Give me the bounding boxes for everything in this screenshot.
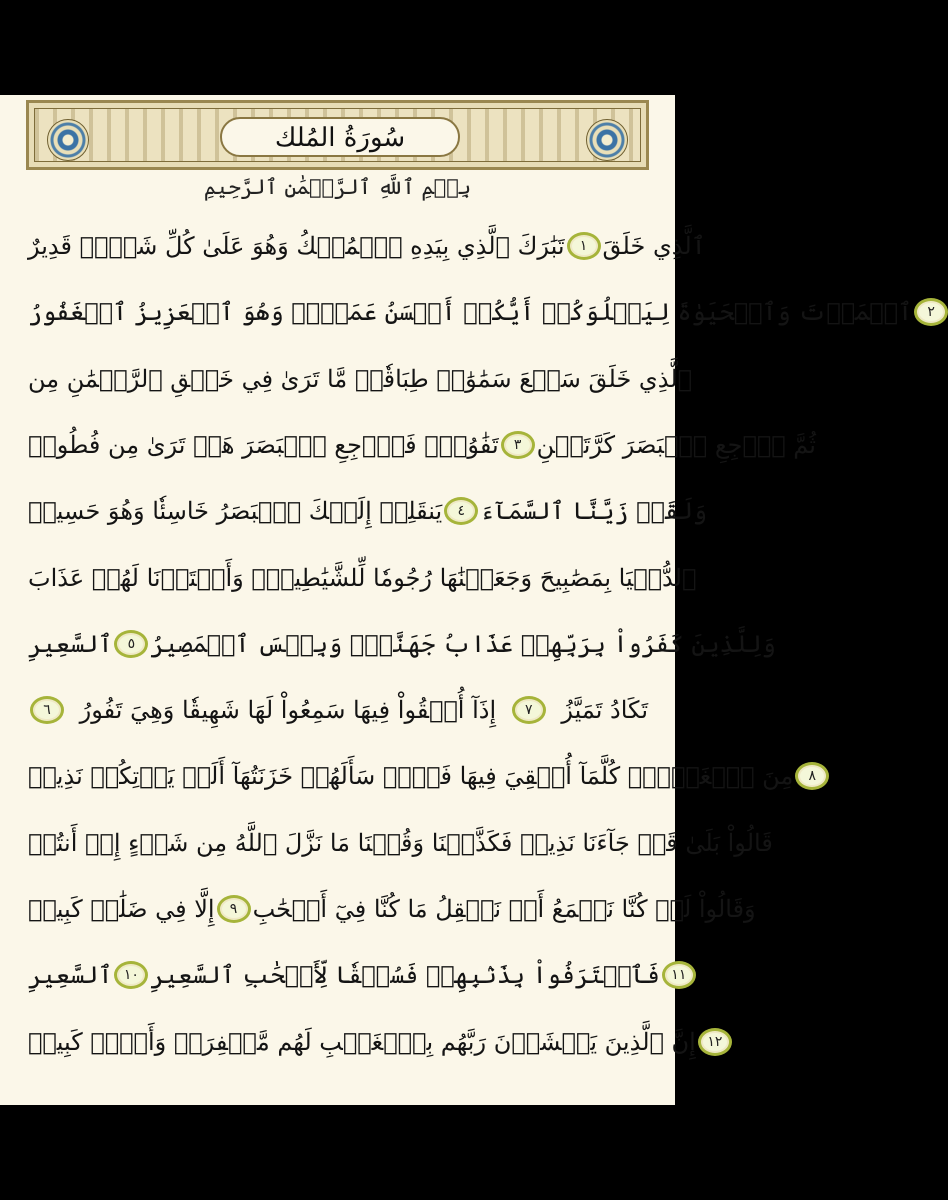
- ayah-number-marker: ٤: [444, 497, 478, 525]
- verse-text: وَلِلَّذِينَ كَفَرُواْ بِرَبِّهِمۡ عَذَابُ جَهَنَّمَۖ وَبِئۡسَ ٱلۡمَصِيرُ: [150, 629, 776, 658]
- ayah-number-marker: ١٢: [698, 1028, 732, 1056]
- mushaf-page: [0, 95, 935, 1105]
- verse-line: [28, 351, 693, 407]
- ornament-band: [34, 108, 641, 162]
- medallion-right-icon: [586, 119, 628, 161]
- verse-line: [28, 748, 817, 804]
- verse-text: ٱلَّذِي خَلَقَ: [602, 232, 706, 260]
- verse-text: ٱلَّذِي خَلَقَ سَبۡعَ سَمَٰوَٰتٖ طِبَاقٗاۖ مَّا تَرَىٰ فِي خَلۡقِ ٱلرَّحۡمَٰنِ مِن: [28, 364, 693, 393]
- verse-line: [28, 483, 708, 539]
- ayah-number-marker: ٣: [501, 431, 535, 459]
- verse-line: [28, 881, 756, 937]
- surah-title: سُورَةُ المُلك: [274, 123, 406, 153]
- verse-line: [28, 682, 648, 738]
- verse-text: تَفَٰوُتٖۖ فَٱرۡجِعِ ٱلۡبَصَرَ هَلۡ تَرَىٰ مِن فُطُورٖ: [28, 430, 499, 459]
- verse-line: [28, 616, 776, 672]
- verse-line: [28, 417, 816, 473]
- verse-line: [28, 284, 935, 340]
- ayah-number-marker: ٧: [512, 696, 546, 724]
- ayah-number-marker: ٢: [914, 298, 948, 326]
- verse-text: ثُمَّ ٱرۡجِعِ ٱلۡبَصَرَ كَرَّتَيۡنِ: [536, 430, 816, 459]
- title-cartouche: [220, 117, 460, 157]
- verse-text: إِنَّ ٱلَّذِينَ يَخۡشَوۡنَ رَبَّهُم بِٱلۡغَيۡبِ لَهُم مَّغۡفِرَةٞ وَأَجۡرٞ كَبِيرٞ: [28, 1027, 696, 1056]
- verse-text: وَقَالُواْ لَوۡ كُنَّا نَسۡمَعُ أَوۡ نَعۡقِلُ مَا كُنَّا فِيٓ أَصۡحَٰبِ: [252, 895, 756, 923]
- verse-line: [28, 1014, 723, 1070]
- verse-text: إِلَّا فِي ضَلَٰلٖ كَبِيرٖ: [28, 895, 215, 923]
- verse-text: يَنقَلِبۡ إِلَيۡكَ ٱلۡبَصَرُ خَاسِئٗا وَهُوَ حَسِيرٞ: [28, 497, 443, 526]
- medallion-left-icon: [47, 119, 89, 161]
- verse-text: تَكَادُ تَمَيَّزُ: [561, 696, 648, 725]
- verse-line: [28, 947, 687, 1003]
- ayah-number-marker: ١٠: [114, 961, 148, 989]
- verse-text: وَلَقَدۡ زَيَّنَّا ٱلسَّمَآءَ: [480, 497, 708, 526]
- ayah-number-marker: ٥: [114, 630, 148, 658]
- ayah-number-marker: ١: [567, 232, 601, 260]
- verse-text: ٱلسَّعِيرِ: [28, 961, 113, 990]
- verse-line: [28, 815, 773, 871]
- verse-text: إِذَآ أُلۡقُواْ فِيهَا سَمِعُواْ لَهَا شَهِيقٗا وَهِيَ تَفُورُ: [79, 696, 497, 725]
- basmala: بِسۡمِ ٱللَّهِ ٱلرَّحۡمَٰنِ ٱلرَّحِيمِ: [203, 175, 472, 199]
- surah-header-ornament: [26, 100, 649, 170]
- ayah-number-marker: ٦: [30, 696, 64, 724]
- verse-text: تَبَٰرَكَ ٱلَّذِي بِيَدِهِ ٱلۡمُلۡكُ وَهُوَ عَلَىٰ كُلِّ شَيۡءٖ قَدِيرٌ: [28, 232, 565, 260]
- verse-line: [28, 218, 706, 274]
- verse-text: قَالُواْ بَلَىٰ قَدۡ جَآءَنَا نَذِيرٞ فَكَذَّبۡنَا وَقُلۡنَا مَا نَزَّلَ ٱللَّهُ مِن شَيۡءٍ إِنۡ أَنتُمۡ: [28, 828, 773, 857]
- verse-line: [28, 550, 697, 606]
- verse-text: ٱلۡمَوۡتَ وَٱلۡحَيَوٰةَ لِيَبۡلُوَكُمۡ أَيُّكُمۡ أَحۡسَنُ عَمَلٗاۚ وَهُوَ ٱلۡعَزِيزُ ٱلۡغَفُورُ: [28, 298, 913, 327]
- ayah-number-marker: ٩: [217, 895, 251, 923]
- verse-text: ٱلدُّنۡيَا بِمَصَٰبِيحَ وَجَعَلۡنَٰهَا رُجُومٗا لِّلشَّيَٰطِينِۖ وَأَعۡتَدۡنَا لَهُمۡ عَذَابَ: [28, 563, 697, 592]
- ayah-number-marker: ١١: [662, 961, 696, 989]
- verse-text: ٱلسَّعِيرِ: [28, 629, 113, 658]
- verse-text: فَٱعۡتَرَفُواْ بِذَنۢبِهِمۡ فَسُحۡقٗا لِّأَصۡحَٰبِ ٱلسَّعِيرِ: [150, 961, 660, 990]
- ayah-number-marker: ٨: [795, 762, 829, 790]
- verse-text: مِنَ ٱلۡغَيۡظِۖ كُلَّمَآ أُلۡقِيَ فِيهَا فَوۡجٞ سَأَلَهُمۡ خَزَنَتُهَآ أَلَمۡ يَأۡتِكُمۡ نَذِيرٞ: [28, 762, 794, 791]
